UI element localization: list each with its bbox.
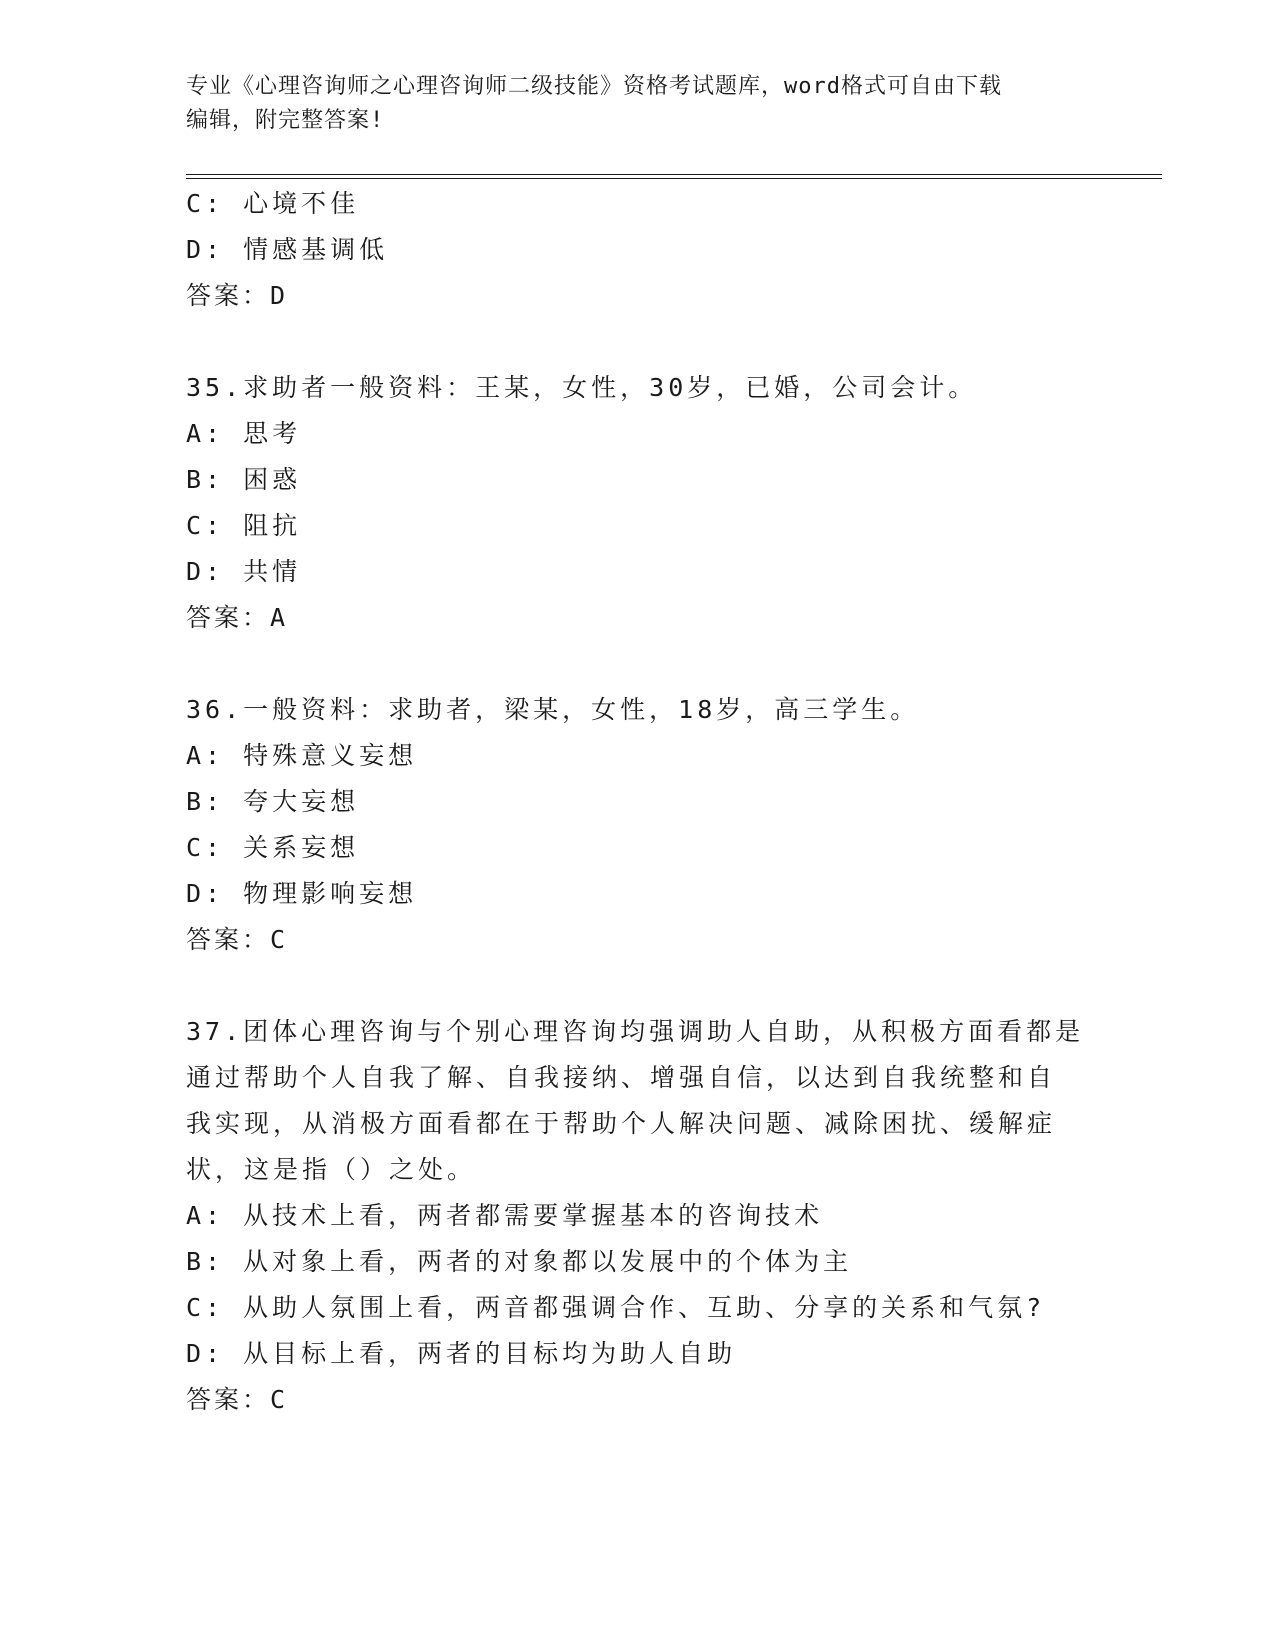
document-page — [186, 70, 1162, 1423]
option-d: D: 从目标上看，两者的目标均为助人自助 — [186, 1339, 737, 1368]
question-stem-line: 我实现，从消极方面看都在于帮助个人解决问题、减除困扰、缓解症 — [186, 1109, 1057, 1138]
question-stem: 35.求助者一般资料：王某，女性，30岁，已婚，公司会计。 — [186, 373, 978, 402]
answer-line: 答案：C — [186, 925, 289, 954]
option-a: A: 特殊意义妄想 — [186, 741, 418, 770]
option-c: C: 关系妄想 — [186, 833, 360, 862]
option-b: B: 从对象上看，两者的对象都以发展中的个体为主 — [186, 1247, 853, 1276]
header-line-1: 专业《心理咨询师之心理咨询师二级技能》资格考试题库，word格式可自由下载 — [186, 74, 1002, 99]
option-b: B: 夸大妄想 — [186, 787, 360, 816]
question-stem: 36.一般资料：求助者，梁某，女性，18岁，高三学生。 — [186, 695, 920, 724]
question-content — [186, 181, 1162, 1423]
answer-line: 答案：D — [186, 281, 289, 310]
option-b: B: 困惑 — [186, 465, 302, 494]
document-header — [186, 70, 1066, 138]
option-c: C: 阻抗 — [186, 511, 302, 540]
option-d: D: 共情 — [186, 557, 302, 586]
header-line-2: 编辑，附完整答案! — [186, 108, 385, 133]
option-a: A: 思考 — [186, 419, 302, 448]
question-stem-line: 通过帮助个人自我了解、自我接纳、增强自信，以达到自我统整和自 — [186, 1063, 1057, 1092]
option-d: D: 物理影响妄想 — [186, 879, 418, 908]
option-d: D: 情感基调低 — [186, 235, 389, 264]
question-stem-line: 状，这是指（）之处。 — [186, 1155, 477, 1184]
header-divider — [186, 174, 1162, 179]
answer-line: 答案：A — [186, 603, 289, 632]
option-a: A: 从技术上看，两者都需要掌握基本的咨询技术 — [186, 1201, 824, 1230]
question-stem-line: 37.团体心理咨询与个别心理咨询均强调助人自助，从积极方面看都是 — [186, 1017, 1085, 1046]
option-c: C: 心境不佳 — [186, 189, 360, 218]
option-c: C: 从助人氛围上看，两音都强调合作、互助、分享的关系和气氛? — [186, 1293, 1046, 1322]
answer-line: 答案：C — [186, 1385, 289, 1414]
